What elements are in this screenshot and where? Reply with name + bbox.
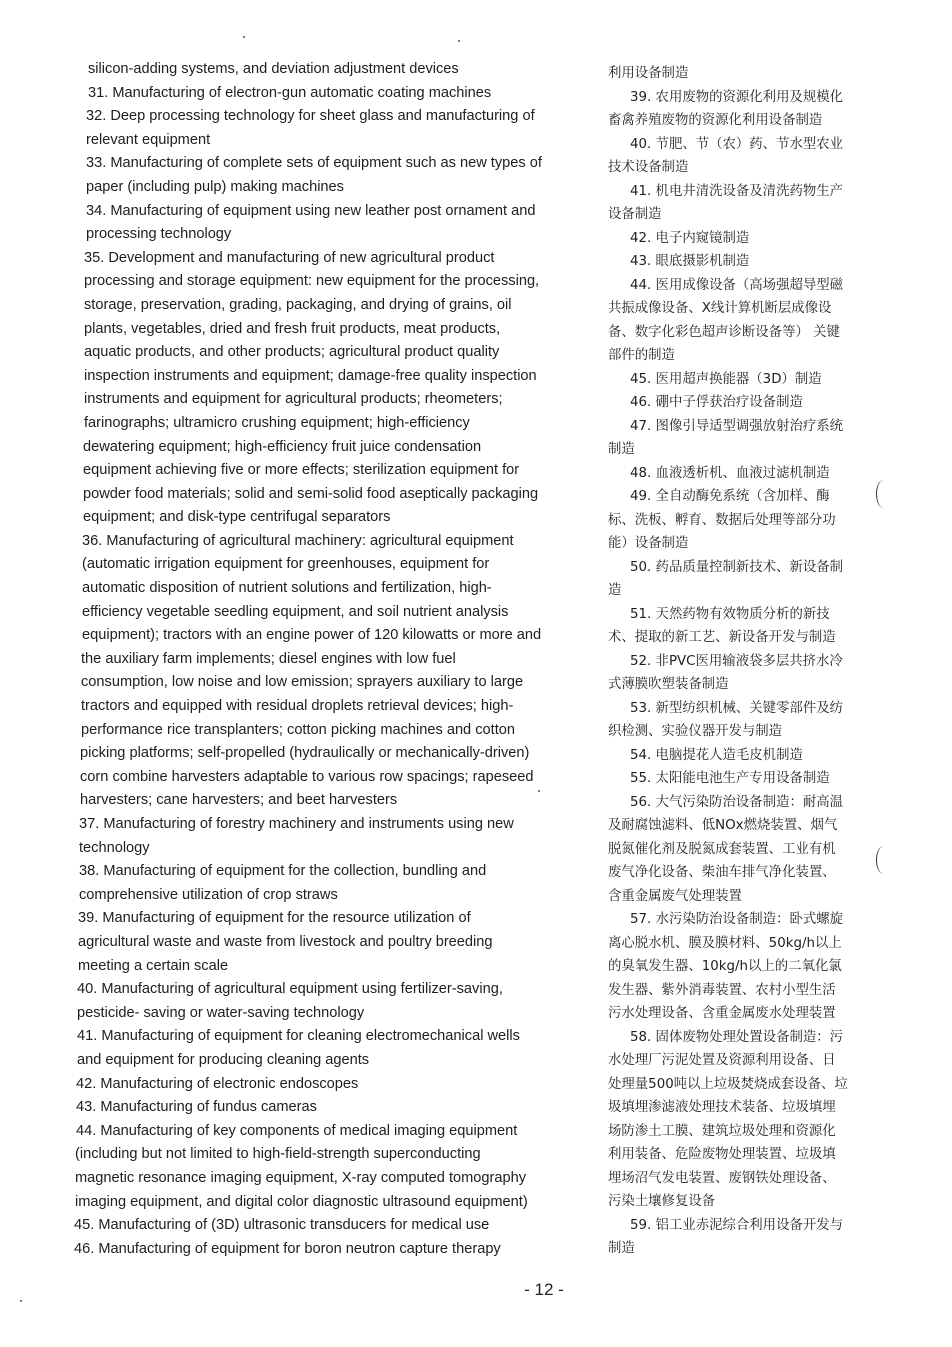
scan-speck bbox=[243, 36, 245, 38]
chinese-line: 56. 大气污染防治设备制造：耐高温 bbox=[630, 794, 844, 810]
english-line: pesticide- saving or water-saving technology bbox=[77, 1004, 365, 1021]
english-line: 36. Manufacturing of agricultural machinery: agricultural equipment bbox=[82, 532, 514, 549]
chinese-line: 备、数字化彩色超声诊断设备等） 关键 bbox=[608, 324, 840, 340]
chinese-line: 47. 图像引导适型调强放射治疗系统 bbox=[630, 418, 844, 434]
chinese-line: 水处理厂污泥处置及资源利用设备、日 bbox=[608, 1053, 836, 1068]
chinese-line: 设备制造 bbox=[608, 207, 662, 222]
chinese-line: 59. 铝工业赤泥综合利用设备开发与 bbox=[630, 1217, 844, 1233]
english-line: 31. Manufacturing of electron-gun automatic coating machines bbox=[88, 84, 492, 101]
chinese-line: 部件的制造 bbox=[608, 348, 675, 363]
english-line: corn combine harvesters adaptable to various row spacings; rapeseed bbox=[80, 768, 534, 785]
chinese-line: 造 bbox=[608, 583, 622, 598]
margin-mark bbox=[876, 480, 891, 508]
english-line: processing and storage equipment: new equipment for the processing, bbox=[84, 273, 540, 290]
chinese-line: 处理量500吨以上垃圾焚烧成套设备、垃 bbox=[608, 1076, 848, 1092]
chinese-column bbox=[600, 62, 862, 1261]
english-line: 41. Manufacturing of equipment for cleaning electromechanical wells bbox=[77, 1028, 520, 1045]
english-column bbox=[74, 58, 552, 1261]
english-line: 33. Manufacturing of complete sets of equipment such as new types of bbox=[86, 155, 542, 172]
chinese-line: 技术设备制造 bbox=[608, 160, 689, 175]
chinese-line: 44. 医用成像设备（高场强超导型磁 bbox=[630, 277, 844, 293]
english-line: meeting a certain scale bbox=[78, 957, 229, 974]
chinese-line: 39. 农用废物的资源化利用及规模化 bbox=[630, 89, 844, 105]
english-line: powder food materials; solid and semi-solid food aseptically packaging bbox=[83, 485, 539, 502]
english-line: consumption, low noise and low emission; sprayers auxiliary to large bbox=[81, 674, 524, 691]
chinese-line: 48. 血液透析机、血液过滤机制造 bbox=[630, 465, 830, 481]
chinese-line: 利用设备制造 bbox=[608, 66, 689, 81]
chinese-line: 51. 天然药物有效物质分析的新技 bbox=[630, 606, 830, 622]
english-line: farinographs; ultramicro crushing equipment; high-efficiency bbox=[84, 414, 470, 431]
english-line: equipment); tractors with an engine power of 120 kilowatts or more and bbox=[82, 627, 542, 644]
chinese-line: 术、提取的新工艺、新设备开发与制造 bbox=[608, 630, 836, 645]
english-line: plants, vegetables, dried and fresh fruit products, meat products, bbox=[84, 320, 501, 337]
english-line: imaging equipment, and digital color diagnostic ultrasound equipment) bbox=[75, 1193, 528, 1210]
chinese-line: 及耐腐蚀滤料、低NOx燃烧装置、烟气 bbox=[608, 818, 838, 833]
english-line: agricultural waste and waste from livestock and poultry breeding bbox=[78, 933, 493, 950]
chinese-line: 能）设备制造 bbox=[608, 536, 689, 551]
english-line: 32. Deep processing technology for sheet glass and manufacturing of bbox=[86, 108, 535, 125]
chinese-line: 49. 全自动酶免系统（含加样、酶 bbox=[630, 489, 830, 504]
chinese-line: 脱氮催化剂及脱氮成套装置、工业有机 bbox=[608, 841, 836, 857]
english-line: relevant equipment bbox=[86, 131, 211, 148]
chinese-line: 共振成像设备、X线计算机断层成像设 bbox=[608, 301, 832, 316]
english-line: dewatering equipment; high-efficiency fruit juice condensation bbox=[83, 438, 482, 455]
chinese-line: 53. 新型纺织机械、关键零部件及纺 bbox=[630, 700, 844, 716]
chinese-line: 50. 药品质量控制新技术、新设备制 bbox=[630, 559, 844, 575]
english-line: aquatic products, and other products; agricultural product quality bbox=[84, 344, 500, 361]
english-line: harvesters; cane harvesters; and beet harvesters bbox=[80, 792, 398, 809]
english-line: efficiency vegetable seedling equipment, and soil nutrient analysis bbox=[82, 603, 509, 620]
chinese-line: 42. 电子内窥镜制造 bbox=[630, 230, 750, 246]
chinese-line: 制造 bbox=[608, 442, 635, 457]
english-line: 35. Development and manufacturing of new agricultural product bbox=[84, 249, 495, 266]
english-line: silicon-adding systems, and deviation adjustment devices bbox=[88, 61, 459, 77]
english-line: and equipment for producing cleaning agents bbox=[77, 1051, 370, 1068]
english-line: 45. Manufacturing of (3D) ultrasonic transducers for medical use bbox=[74, 1217, 490, 1234]
chinese-line: 废气净化设备、柴油车排气净化装置、 bbox=[608, 865, 836, 880]
chinese-line: 41. 机电井清洗设备及清洗药物生产 bbox=[630, 183, 844, 199]
english-line: performance rice transplanters; cotton picking machines and cotton bbox=[81, 721, 515, 738]
chinese-line: 畜禽养殖废物的资源化利用设备制造 bbox=[608, 113, 823, 128]
english-line: processing technology bbox=[86, 226, 232, 243]
chinese-line: 利用装备、危险废物处理装置、垃圾填 bbox=[608, 1147, 836, 1162]
english-line: 38. Manufacturing of equipment for the collection, bundling and bbox=[79, 863, 487, 880]
chinese-line: 织检测、实验仪器开发与制造 bbox=[608, 724, 783, 739]
chinese-line: 58. 固体废物处理处置设备制造：污 bbox=[630, 1029, 844, 1045]
english-line: 43. Manufacturing of fundus cameras bbox=[76, 1099, 317, 1116]
english-line: 44. Manufacturing of key components of medical imaging equipment bbox=[76, 1122, 518, 1139]
chinese-line: 54. 电脑提花人造毛皮机制造 bbox=[630, 747, 803, 763]
english-line: automatic disposition of nutrient solutions and fertilization, high- bbox=[82, 580, 492, 597]
english-line: inspection instruments and equipment; damage-free quality inspection bbox=[84, 367, 537, 384]
chinese-line: 52. 非PVC医用输液袋多层共挤水冷 bbox=[630, 653, 843, 669]
scan-speck bbox=[458, 40, 460, 42]
english-line: 40. Manufacturing of agricultural equipment using fertilizer-saving, bbox=[77, 981, 503, 998]
chinese-line: 污水处理设备、含重金属废水处理装置 bbox=[608, 1006, 836, 1021]
page-number: - 12 - bbox=[524, 1280, 564, 1299]
margin-mark bbox=[876, 846, 891, 874]
english-line: 34. Manufacturing of equipment using new leather post ornament and bbox=[86, 202, 536, 219]
english-line: equipment achieving five or more effects; sterilization equipment for bbox=[83, 462, 520, 479]
english-line: storage, preservation, grading, packaging, and drying of grains, oil bbox=[84, 296, 512, 313]
english-line: equipment; and disk-type centrifugal separators bbox=[83, 509, 391, 526]
english-line: 42. Manufacturing of electronic endoscopes bbox=[76, 1075, 359, 1092]
english-line: magnetic resonance imaging equipment, X-ray computed tomography bbox=[75, 1169, 527, 1186]
chinese-line: 46. 硼中子俘获治疗设备制造 bbox=[630, 395, 803, 410]
chinese-line: 制造 bbox=[608, 1241, 635, 1256]
english-line: tractors and equipped with residual droplets retrieval devices; high- bbox=[81, 698, 514, 715]
english-line: the auxiliary farm implements; diesel engines with low fuel bbox=[81, 650, 456, 667]
chinese-line: 55. 太阳能电池生产专用设备制造 bbox=[630, 771, 830, 786]
chinese-line: 圾填埋渗滤液处理技术装备、垃圾填埋 bbox=[608, 1100, 836, 1115]
english-line: paper (including pulp) making machines bbox=[86, 178, 344, 195]
english-line: (automatic irrigation equipment for greenhouses, equipment for bbox=[82, 556, 490, 573]
chinese-line: 离心脱水机、膜及膜材料、50kg/h以上 bbox=[608, 935, 842, 951]
english-line: (including but not limited to high-field-strength superconducting bbox=[75, 1146, 481, 1163]
chinese-line: 场防渗土工膜、建筑垃圾处理和资源化 bbox=[608, 1123, 836, 1139]
scan-speck bbox=[20, 1300, 22, 1302]
chinese-line: 的臭氧发生器、10kg/h以上的二氧化氯 bbox=[608, 959, 842, 974]
english-line: comprehensive utilization of crop straws bbox=[79, 886, 338, 903]
chinese-line: 发生器、紫外消毒装置、农村小型生活 bbox=[608, 982, 836, 998]
chinese-line: 埋场沼气发电装置、废钢铁处理设备、 bbox=[608, 1170, 836, 1186]
english-line: instruments and equipment for agricultural products; rheometers; bbox=[84, 391, 503, 408]
scan-speck bbox=[538, 790, 540, 792]
english-line: technology bbox=[79, 839, 150, 856]
english-line: picking platforms; self-propelled (hydraulically or mechanically-driven) bbox=[80, 745, 530, 762]
english-line: 39. Manufacturing of equipment for the resource utilization of bbox=[78, 910, 471, 927]
chinese-line: 污染土壤修复设备 bbox=[608, 1194, 716, 1209]
chinese-line: 式薄膜吹塑装备制造 bbox=[608, 677, 729, 692]
chinese-line: 57. 水污染防治设备制造：卧式螺旋 bbox=[630, 912, 844, 927]
chinese-line: 40. 节肥、节（农）药、节水型农业 bbox=[630, 136, 844, 152]
chinese-line: 43. 眼底摄影机制造 bbox=[630, 254, 750, 269]
chinese-line: 含重金属废气处理装置 bbox=[608, 888, 742, 904]
chinese-line: 标、洗板、孵育、数据后处理等部分功 bbox=[608, 512, 836, 528]
english-line: 37. Manufacturing of forestry machinery and instruments using new bbox=[79, 816, 514, 832]
english-line: 46. Manufacturing of equipment for boron neutron capture therapy bbox=[74, 1240, 501, 1257]
chinese-line: 45. 医用超声换能器（3D）制造 bbox=[630, 371, 822, 387]
